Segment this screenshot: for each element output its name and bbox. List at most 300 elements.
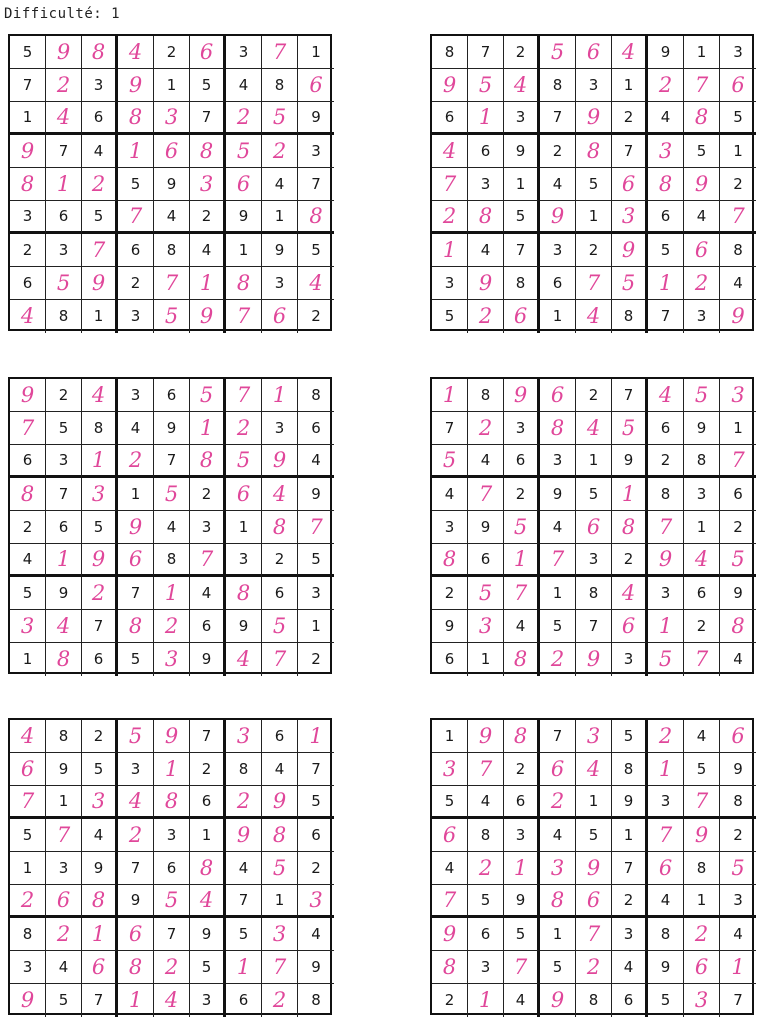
- sudoku-cell: 8: [432, 951, 468, 984]
- sudoku-cell: 7: [540, 102, 576, 135]
- sudoku-cell: 1: [684, 511, 720, 544]
- sudoku-cell: 4: [468, 786, 504, 819]
- sudoku-cell: 9: [540, 478, 576, 511]
- sudoku-cell: 9: [190, 643, 226, 676]
- sudoku-cell: 1: [190, 412, 226, 445]
- sudoku-cell: 7: [612, 379, 648, 412]
- sudoku-cell: 6: [154, 379, 190, 412]
- sudoku-cell: 8: [504, 720, 540, 753]
- sudoku-cell: 9: [118, 511, 154, 544]
- sudoku-cell: 4: [612, 577, 648, 610]
- sudoku-cell: 4: [154, 984, 190, 1017]
- sudoku-cell: 3: [540, 445, 576, 478]
- sudoku-cell: 3: [46, 234, 82, 267]
- sudoku-cell: 3: [262, 412, 298, 445]
- sudoku-cell: 7: [648, 300, 684, 333]
- sudoku-cell: 7: [720, 201, 756, 234]
- sudoku-cell: 5: [154, 478, 190, 511]
- sudoku-cell: 3: [720, 379, 756, 412]
- sudoku-cell: 1: [540, 918, 576, 951]
- sudoku-cell: 1: [262, 201, 298, 234]
- sudoku-cell: 3: [540, 234, 576, 267]
- sudoku-cell: 8: [576, 984, 612, 1017]
- sudoku-cell: 7: [648, 511, 684, 544]
- sudoku-cell: 9: [432, 69, 468, 102]
- sudoku-cell: 3: [10, 201, 46, 234]
- sudoku-cell: 9: [262, 786, 298, 819]
- sudoku-cell: 3: [154, 102, 190, 135]
- sudoku-cell: 2: [504, 753, 540, 786]
- sudoku-cell: 5: [298, 786, 334, 819]
- sudoku-cell: 6: [262, 720, 298, 753]
- sudoku-cell: 8: [612, 300, 648, 333]
- sudoku-cell: 1: [576, 786, 612, 819]
- sudoku-cell: 7: [10, 69, 46, 102]
- sudoku-cell: 5: [262, 852, 298, 885]
- sudoku-cell: 7: [262, 36, 298, 69]
- sudoku-cell: 2: [720, 168, 756, 201]
- sudoku-cell: 8: [46, 300, 82, 333]
- sudoku-cell: 8: [720, 234, 756, 267]
- sudoku-cell: 7: [504, 577, 540, 610]
- sudoku-cell: 5: [118, 720, 154, 753]
- sudoku-cell: 6: [46, 201, 82, 234]
- sudoku-cell: 8: [118, 102, 154, 135]
- sudoku-cell: 5: [46, 267, 82, 300]
- sudoku-cell: 5: [684, 753, 720, 786]
- sudoku-cell: 8: [190, 852, 226, 885]
- sudoku-cell: 3: [118, 753, 154, 786]
- sudoku-cell: 6: [46, 885, 82, 918]
- sudoku-cell: 6: [190, 786, 226, 819]
- sudoku-cell: 2: [432, 577, 468, 610]
- sudoku-cell: 6: [576, 511, 612, 544]
- sudoku-cell: 8: [226, 753, 262, 786]
- sudoku-cell: 7: [10, 412, 46, 445]
- sudoku-cell: 5: [154, 885, 190, 918]
- sudoku-cell: 7: [298, 511, 334, 544]
- sudoku-cell: 2: [226, 412, 262, 445]
- sudoku-cell: 7: [10, 786, 46, 819]
- sudoku-cell: 2: [10, 885, 46, 918]
- sudoku-cell: 7: [540, 720, 576, 753]
- sudoku-cell: 1: [46, 544, 82, 577]
- sudoku-cell: 6: [262, 577, 298, 610]
- sudoku-cell: 2: [118, 819, 154, 852]
- sudoku-cell: 1: [432, 234, 468, 267]
- sudoku-cell: 3: [576, 544, 612, 577]
- sudoku-cell: 9: [612, 234, 648, 267]
- sudoku-cell: 2: [311, 307, 321, 325]
- sudoku-cell: 5: [262, 102, 298, 135]
- sudoku-cell: 4: [118, 412, 154, 445]
- sudoku-cell: 2: [612, 885, 648, 918]
- sudoku-cell: 3: [504, 412, 540, 445]
- sudoku-cell: 4: [540, 511, 576, 544]
- sudoku-cell: 2: [190, 478, 226, 511]
- sudoku-cell: 5: [684, 379, 720, 412]
- sudoku-cell: 8: [540, 69, 576, 102]
- sudoku-cell: 7: [432, 412, 468, 445]
- sudoku-cell: 7: [468, 36, 504, 69]
- sudoku-grid-3: [8, 377, 332, 674]
- sudoku-cell: 1: [684, 885, 720, 918]
- sudoku-cell: 2: [648, 69, 684, 102]
- sudoku-cell: 6: [432, 819, 468, 852]
- sudoku-cell: 3: [226, 544, 262, 577]
- sudoku-cell: 9: [262, 445, 298, 478]
- sudoku-cell: 2: [46, 918, 82, 951]
- sudoku-cell: 2: [612, 102, 648, 135]
- sudoku-cell: 9: [720, 577, 756, 610]
- sudoku-cell: 4: [10, 300, 46, 333]
- sudoku-cell: 1: [468, 643, 504, 676]
- sudoku-cell: 2: [46, 379, 82, 412]
- sudoku-cell: 2: [82, 168, 118, 201]
- sudoku-cell: 5: [82, 753, 118, 786]
- sudoku-cell: 6: [612, 168, 648, 201]
- sudoku-cell: 2: [262, 135, 298, 168]
- sudoku-cell: 4: [720, 918, 756, 951]
- sudoku-cell: 6: [10, 267, 46, 300]
- sudoku-cell: 7: [190, 720, 226, 753]
- sudoku-cell: 5: [10, 819, 46, 852]
- sudoku-cell: 6: [684, 234, 720, 267]
- sudoku-cell: 6: [468, 135, 504, 168]
- sudoku-cell: 8: [648, 918, 684, 951]
- sudoku-cell: 3: [576, 720, 612, 753]
- sudoku-cell: 2: [311, 650, 321, 668]
- sudoku-cell: 9: [46, 36, 82, 69]
- sudoku-cell: 1: [432, 379, 468, 412]
- sudoku-cell: 8: [720, 786, 756, 819]
- sudoku-cell: 2: [432, 984, 468, 1017]
- sudoku-cell: 6: [190, 610, 226, 643]
- sudoku-cell: 8: [576, 577, 612, 610]
- sudoku-cell: 6: [612, 610, 648, 643]
- sudoku-cell: 4: [504, 610, 540, 643]
- sudoku-cell: 3: [298, 135, 334, 168]
- sudoku-cell: 5: [82, 511, 118, 544]
- sudoku-cell: 9: [154, 168, 190, 201]
- sudoku-cell: 8: [190, 445, 226, 478]
- sudoku-cell: 1: [262, 885, 298, 918]
- sudoku-cell: 4: [540, 168, 576, 201]
- sudoku-cell: 1: [10, 643, 46, 676]
- sudoku-cell: 2: [576, 234, 612, 267]
- sudoku-cell: 2: [190, 753, 226, 786]
- sudoku-cell: 8: [468, 819, 504, 852]
- sudoku-cell: 1: [82, 445, 118, 478]
- sudoku-cell: 8: [82, 885, 118, 918]
- sudoku-cell: 4: [648, 379, 684, 412]
- sudoku-cell: 4: [154, 201, 190, 234]
- sudoku-cell: 9: [648, 544, 684, 577]
- sudoku-cell: 8: [190, 135, 226, 168]
- sudoku-cell: 7: [226, 300, 262, 333]
- sudoku-cell: 2: [154, 36, 190, 69]
- sudoku-cell: 6: [612, 984, 648, 1017]
- sudoku-grid-1: [8, 34, 332, 331]
- sudoku-cell: 6: [298, 69, 334, 102]
- sudoku-cell: 6: [262, 300, 298, 333]
- sudoku-cell: 5: [226, 135, 262, 168]
- sudoku-cell: 1: [190, 267, 226, 300]
- sudoku-cell: 2: [154, 610, 190, 643]
- sudoku-cell: 1: [576, 201, 612, 234]
- sudoku-cell: 3: [612, 201, 648, 234]
- sudoku-cell: 4: [298, 445, 334, 478]
- sudoku-cell: 7: [154, 445, 190, 478]
- sudoku-cell: 7: [298, 168, 334, 201]
- sudoku-cell: 4: [733, 650, 743, 668]
- sudoku-cell: 9: [612, 445, 648, 478]
- sudoku-cell: 5: [468, 885, 504, 918]
- sudoku-cell: 1: [190, 819, 226, 852]
- sudoku-cell: 6: [684, 577, 720, 610]
- sudoku-cell: 8: [684, 852, 720, 885]
- sudoku-cell: 5: [468, 69, 504, 102]
- sudoku-cell: 4: [82, 135, 118, 168]
- sudoku-cell: 4: [298, 267, 334, 300]
- sudoku-cell: 8: [262, 819, 298, 852]
- sudoku-cell: 6: [82, 643, 118, 676]
- sudoku-cell: 3: [118, 300, 154, 333]
- sudoku-cell: 1: [118, 478, 154, 511]
- sudoku-cell: 3: [118, 379, 154, 412]
- sudoku-cell: 4: [190, 577, 226, 610]
- sudoku-cell: 7: [733, 991, 743, 1009]
- difficulty-label: Difficulté: 1: [4, 6, 121, 22]
- sudoku-cell: 9: [154, 412, 190, 445]
- sudoku-cell: 5: [190, 951, 226, 984]
- sudoku-cell: 1: [432, 720, 468, 753]
- sudoku-cell: 9: [262, 234, 298, 267]
- sudoku-cell: 5: [648, 984, 684, 1017]
- sudoku-cell: 1: [46, 168, 82, 201]
- sudoku-cell: 7: [190, 102, 226, 135]
- sudoku-cell: 1: [684, 36, 720, 69]
- sudoku-cell: 7: [432, 885, 468, 918]
- sudoku-cell: 2: [118, 445, 154, 478]
- sudoku-cell: 6: [648, 412, 684, 445]
- sudoku-cell: 8: [154, 544, 190, 577]
- sudoku-cell: 2: [262, 984, 298, 1017]
- sudoku-cell: 1: [154, 69, 190, 102]
- sudoku-cell: 8: [311, 991, 321, 1009]
- sudoku-cell: 8: [82, 412, 118, 445]
- sudoku-cell: 8: [262, 511, 298, 544]
- sudoku-cell: 1: [468, 102, 504, 135]
- sudoku-cell: 5: [612, 267, 648, 300]
- sudoku-cell: 3: [684, 478, 720, 511]
- sudoku-cell: 8: [468, 201, 504, 234]
- sudoku-cell: 9: [504, 379, 540, 412]
- sudoku-cell: 3: [612, 918, 648, 951]
- sudoku-cell: 6: [504, 786, 540, 819]
- sudoku-cell: 5: [720, 544, 756, 577]
- sudoku-cell: 4: [190, 885, 226, 918]
- sudoku-cell: 9: [82, 267, 118, 300]
- sudoku-cell: 9: [298, 951, 334, 984]
- sudoku-cell: 7: [46, 819, 82, 852]
- sudoku-cell: 2: [468, 300, 504, 333]
- sudoku-cell: 8: [154, 786, 190, 819]
- sudoku-cell: 6: [540, 753, 576, 786]
- sudoku-cell: 8: [298, 201, 334, 234]
- sudoku-cell: 8: [154, 234, 190, 267]
- sudoku-cell: 3: [468, 610, 504, 643]
- sudoku-cell: 9: [720, 753, 756, 786]
- sudoku-cell: 5: [10, 577, 46, 610]
- sudoku-cell: 7: [432, 168, 468, 201]
- sudoku-cell: 1: [154, 577, 190, 610]
- sudoku-cell: 2: [684, 918, 720, 951]
- sudoku-cell: 4: [298, 918, 334, 951]
- sudoku-cell: 8: [82, 36, 118, 69]
- sudoku-cell: 8: [298, 379, 334, 412]
- sudoku-cell: 1: [540, 300, 576, 333]
- sudoku-cell: 9: [576, 102, 612, 135]
- sudoku-cell: 4: [468, 445, 504, 478]
- sudoku-cell: 6: [298, 819, 334, 852]
- sudoku-cell: 5: [648, 234, 684, 267]
- sudoku-cell: 7: [504, 951, 540, 984]
- sudoku-cell: 1: [612, 819, 648, 852]
- sudoku-cell: 3: [432, 511, 468, 544]
- sudoku-cell: 3: [720, 885, 756, 918]
- sudoku-cell: 2: [154, 951, 190, 984]
- sudoku-cell: 1: [720, 412, 756, 445]
- sudoku-cell: 9: [190, 918, 226, 951]
- sudoku-cell: 1: [720, 135, 756, 168]
- sudoku-cell: 4: [576, 412, 612, 445]
- sudoku-cell: 3: [82, 478, 118, 511]
- sudoku-cell: 3: [432, 753, 468, 786]
- sudoku-cell: 2: [82, 720, 118, 753]
- sudoku-cell: 9: [226, 819, 262, 852]
- sudoku-cell: 4: [226, 852, 262, 885]
- sudoku-cell: 7: [226, 885, 262, 918]
- sudoku-cell: 2: [540, 786, 576, 819]
- sudoku-cell: 9: [190, 300, 226, 333]
- sudoku-cell: 8: [46, 720, 82, 753]
- sudoku-cell: 1: [612, 69, 648, 102]
- sudoku-cell: 6: [226, 478, 262, 511]
- sudoku-cell: 2: [432, 201, 468, 234]
- sudoku-cell: 9: [684, 412, 720, 445]
- sudoku-cell: 2: [46, 69, 82, 102]
- sudoku-cell: 7: [46, 135, 82, 168]
- sudoku-cell: 5: [298, 544, 334, 577]
- sudoku-cell: 5: [612, 412, 648, 445]
- sudoku-cell: 8: [262, 69, 298, 102]
- sudoku-cell: 3: [684, 984, 720, 1017]
- sudoku-cell: 7: [468, 753, 504, 786]
- sudoku-cell: 6: [226, 168, 262, 201]
- sudoku-cell: 6: [432, 102, 468, 135]
- sudoku-cell: 5: [576, 819, 612, 852]
- sudoku-cell: 1: [612, 478, 648, 511]
- sudoku-cell: 7: [612, 852, 648, 885]
- sudoku-cell: 2: [648, 720, 684, 753]
- sudoku-cell: 8: [10, 168, 46, 201]
- sudoku-cell: 8: [504, 267, 540, 300]
- sudoku-cell: 7: [262, 951, 298, 984]
- sudoku-cell: 8: [226, 267, 262, 300]
- sudoku-cell: 1: [540, 577, 576, 610]
- sudoku-cell: 3: [226, 36, 262, 69]
- sudoku-cell: 2: [118, 267, 154, 300]
- sudoku-cell: 9: [576, 643, 612, 676]
- sudoku-cell: 2: [298, 852, 334, 885]
- sudoku-cell: 6: [10, 445, 46, 478]
- sudoku-cell: 4: [504, 984, 540, 1017]
- sudoku-cell: 7: [612, 135, 648, 168]
- sudoku-cell: 9: [154, 720, 190, 753]
- sudoku-cell: 3: [10, 951, 46, 984]
- sudoku-cell: 5: [576, 168, 612, 201]
- sudoku-cell: 5: [10, 36, 46, 69]
- sudoku-cell: 3: [504, 102, 540, 135]
- sudoku-cell: 5: [468, 577, 504, 610]
- sudoku-cell: 9: [648, 36, 684, 69]
- sudoku-cell: 2: [540, 135, 576, 168]
- sudoku-cell: 5: [576, 478, 612, 511]
- sudoku-cell: 9: [226, 610, 262, 643]
- sudoku-cell: 3: [154, 643, 190, 676]
- sudoku-cell: 8: [46, 643, 82, 676]
- sudoku-cell: 5: [540, 36, 576, 69]
- sudoku-cell: 7: [262, 643, 298, 676]
- sudoku-cell: 3: [298, 885, 334, 918]
- sudoku-cell: 6: [154, 135, 190, 168]
- sudoku-cell: 2: [612, 544, 648, 577]
- sudoku-cell: 4: [576, 300, 612, 333]
- sudoku-cell: 6: [720, 720, 756, 753]
- sudoku-cell: 5: [432, 445, 468, 478]
- sudoku-cell: 6: [432, 643, 468, 676]
- sudoku-cell: 4: [612, 36, 648, 69]
- sudoku-cell: 3: [576, 69, 612, 102]
- sudoku-cell: 1: [298, 720, 334, 753]
- sudoku-cell: 6: [504, 300, 540, 333]
- sudoku-cell: 8: [10, 918, 46, 951]
- sudoku-cell: 8: [432, 36, 468, 69]
- sudoku-cell: 5: [684, 135, 720, 168]
- sudoku-cell: 6: [82, 102, 118, 135]
- sudoku-cell: 5: [262, 610, 298, 643]
- sudoku-cell: 4: [432, 135, 468, 168]
- sudoku-cell: 6: [468, 918, 504, 951]
- sudoku-cell: 3: [432, 267, 468, 300]
- sudoku-cell: 2: [262, 544, 298, 577]
- sudoku-cell: 3: [226, 720, 262, 753]
- sudoku-cell: 1: [468, 984, 504, 1017]
- sudoku-cell: 1: [298, 36, 334, 69]
- sudoku-cell: 5: [612, 720, 648, 753]
- sudoku-cell: 7: [118, 577, 154, 610]
- sudoku-cell: 4: [46, 951, 82, 984]
- sudoku-cell: 4: [262, 168, 298, 201]
- sudoku-cell: 9: [82, 544, 118, 577]
- sudoku-cell: 2: [648, 445, 684, 478]
- sudoku-cell: 9: [612, 786, 648, 819]
- sudoku-cell: 4: [504, 69, 540, 102]
- sudoku-cell: 4: [46, 102, 82, 135]
- sudoku-cell: 1: [154, 753, 190, 786]
- sudoku-cell: 9: [46, 577, 82, 610]
